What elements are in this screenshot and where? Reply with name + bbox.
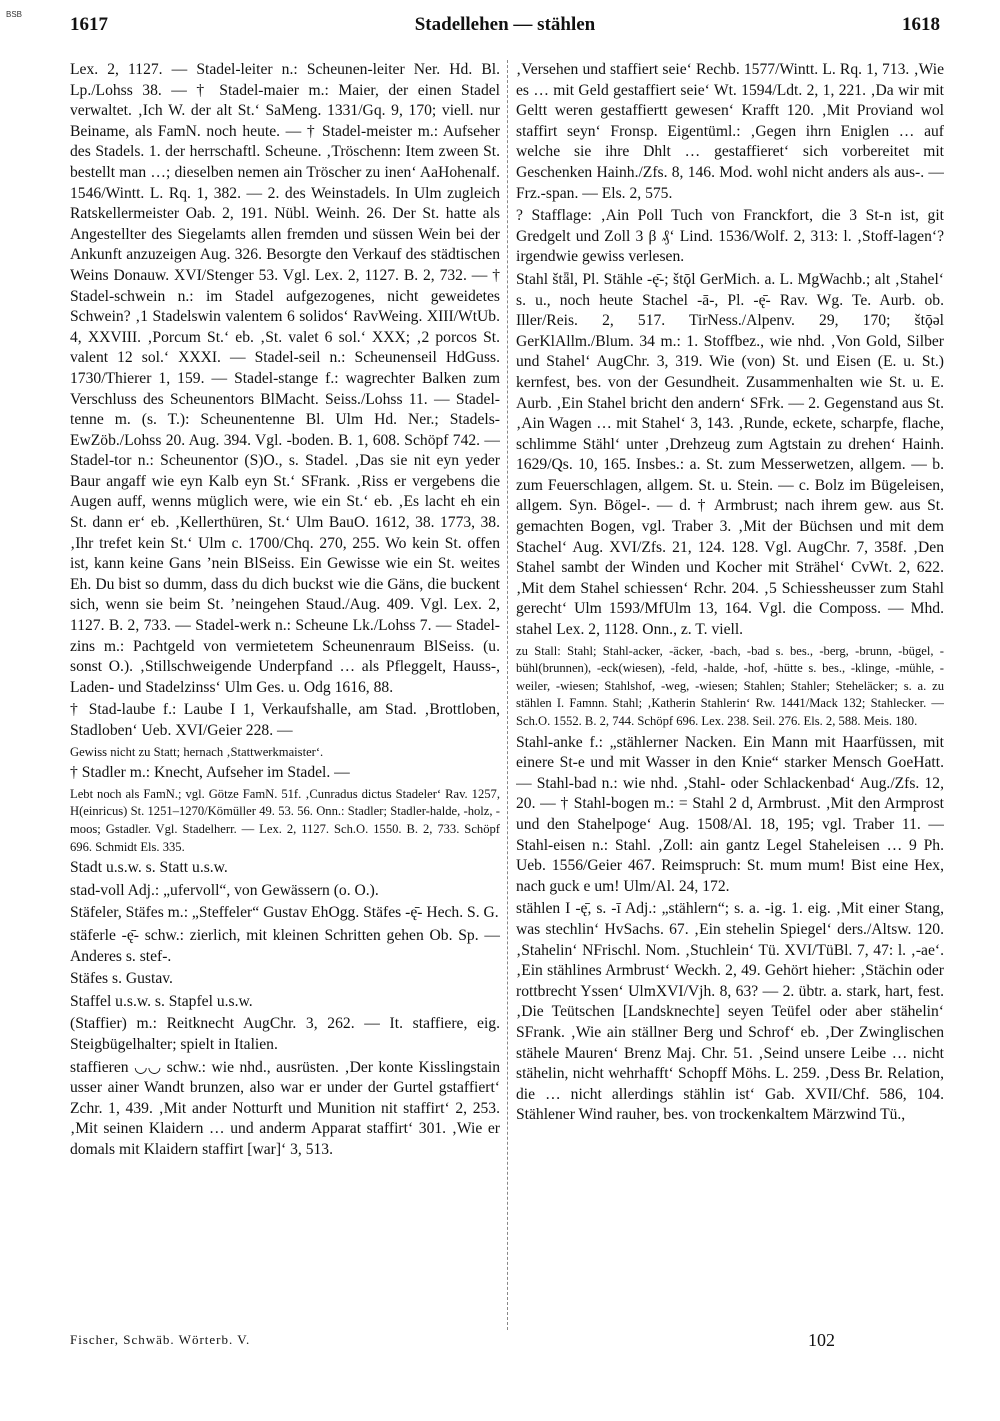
dictionary-entry: ‚Versehen und staffiert seie‘ Rechb. 1577/Wintt. L. Rq. 1, 713. ‚Wie es … mit Geld gestaffiert seie‘ Wt. 1594/Ldt. 2, 1, 221. ‚Da wir mit Geltt weren gestaffiertt gewesen‘ Krafft 120. ‚Mit Proviand wol staffirt seyn‘ Fronsp. Eigentüml.: ‚Gegen ihrn Eniglen … auf welche sie ihre Dhlt … gestaffieret‘ sich vorbereitet mit Geschenken Hainh./Zfs. 8, 146. Mod. wohl nicht anders als aus-. — Frz.-span. — Els. 2, 575.	[516, 61, 944, 202]
etymology-note: zu Stall: Stahl; Stahl-acker, -äcker, -bach, -bad s. bes., -berg, -brunn, -bügel, -bühl(brunnen), -eck(wiesen), -feld, -halde, -hof, -hütte s. bes., -klinge, -mühle, -weiler, -wiesen; Stahlshof, -weg, -wiesen; Stahlen; Stahler; Steheläcker; s. a. zu stählen I. Famnn. Stahl; ‚Katherin Stahlerin‘ Rw. 1441/Mack 132; Stahlecker. — Sch.O. 1552. B. 2, 744. Schöpf 696. Lex. 238. Seil. 276. Els. 2, 588. Meis. 180.	[516, 643, 944, 728]
page-number-left: 1617	[70, 14, 108, 35]
page-footer	[70, 1330, 940, 1354]
dictionary-entry: Stahl-anke f.: „stählerner Nacken. Ein Mann mit Haarfüssen, mit einere St-e und mit Wasser in den Knie“ starker Mensch GoeHatt. — Stahl-bad n.: wie nhd. ‚Stahl- oder Schlackenbad‘ Aug./Zfs. 12, 20. — † Stahl-bogen m.: = Stahl 2 d, Armbrust. ‚Mit den Armprost und den Stahelpoge‘ Aug. 1508/Al. 18, 195; vgl. Traber 11. — Stahl-eisen n.: Stahl. ‚Zoll: ain gantz Legel Staheleisen … 9 Ph. Ueb. 1556/Geier 467. Reimspruch: St. mum mum! Bist eine Hex, nach guck e um! Ulm/Al. 24, 172.	[516, 733, 944, 895]
etymology-note: Gewiss nicht zu Statt; hernach ‚Stattwerkmaister‘.	[70, 744, 324, 759]
running-title: Stadellehen — stählen	[414, 14, 596, 35]
signature-line: Fischer, Schwäb. Wörterb. V.	[70, 1332, 251, 1347]
page-number-right: 1618	[902, 14, 940, 35]
right-column	[516, 60, 944, 1330]
dictionary-entry: Stahl štǟl, Pl. Stähle -ę̄-; štǭl GerMich. a. L. MgWachb.; alt ‚Stahel‘ s. u., noch heute Stachel -ā-, Pl. -ę̄- Rav. Wg. Te. Aurb. ob. Iller/Reis. 2, 517. TirNess./Alpenv. 29, 170; štǭəl GerKlAllm./Blum. 34 m.: 1. Stoffbez., wie nhd. ‚Von Gold, Silber und Stahel‘ AugChr. 3, 319. Wie (von) St. und Eisen (E. u. St.) kernfest, bes. von der Gesundheit. Zusammenhalten wie St. u. E. Aurb. ‚Ein Stahel bricht den andern‘ SFrk. — 2. Gegenstand aus St. ‚Ain Wagen … mit Stahel‘ 3, 143. ‚Runde, eckete, scharpfe, flache, schlimme Stähl‘ unter ‚Drehzeug zum Agtstain zu drehen‘ Hainh. 1629/Qs. 10, 165. Insbes.: a. St. zum Messerwetzen, allgem. — b. zum Feuerschlagen, allgem. St. u. Stein. — c. Bolz im Bügeleisen, allgem. Syn. Bögel-. — d. † Armbrust; nach ihrem gew. aus St. gemachten Bogen, vgl. Traber 3. ‚Mit der Büchsen und mit dem Stachel‘ Aug. XVI/Zfs. 21, 124. 128. Vgl. AugChr. 7, 358f. ‚Den Stahel sambt der Winden und Kocher mit Strähel‘ CvWt. 2, 622. ‚Mit dem Stahel schiessen‘ Rchr. 204. ‚5 Schiessheusser zum Stahl gerecht‘ Ulm 1593/MfUlm 13, 164. Vgl. die Composs. — Mhd. stahel Lex. 2, 1128. Onn., z. T. viell.	[516, 270, 944, 639]
page-header	[70, 14, 940, 38]
dictionary-entry: ? Stafflage: ‚Ain Poll Tuch von Franckfort, die 3 St-n ist, git Gredgelt und Zoll 3 β ₰‘ Lind. 1536/Wolf. 2, 313: l. ‚Stoff-lagen‘? irgendwie gewiss verlesen.	[516, 207, 944, 266]
dictionary-entry: Staffel u.s.w. s. Stapfel u.s.w.	[70, 992, 253, 1010]
dictionary-entry: Stadt u.s.w. s. Statt u.s.w.	[70, 859, 228, 877]
dictionary-entry: Stäfeler, Stäfes m.: „Steffeler“ Gustav EhOgg. Stäfes -ę̄- Hech. S. G.	[70, 904, 499, 922]
library-stamp: BSB	[6, 10, 23, 19]
dictionary-entry: † Stad-laube f.: Laube I 1, Verkaufshalle, am Stad. ‚Brottloben, Stadloben‘ Ueb. XVI/Geier 228. —	[70, 701, 500, 739]
etymology-note: Lebt noch als FamN.; vgl. Götze FamN. 51f. ‚Cunradus dictus Stadeler‘ Rav. 1257, H(einricus) St. 1251–1270/Kömüller 49. 53. 56. Onn.: Stadler; Stadler-halde, -holz, -moos; Gstadler. Vgl. Stadelherr. — Lex. 2, 1127. Sch.O. 1550. B. 2, 733. Schöpf 696. Schmidt Els. 335.	[70, 786, 500, 854]
left-column	[70, 60, 500, 1330]
dictionary-entry: Stäfes s. Gustav.	[70, 970, 173, 988]
dictionary-entry: stählen I -ę̄, s. -ī Adj.: „stählern“; s. a. -ig. 1. eig. ‚Mit einer Stang, was stechlin‘ HvSachs. 67. ‚Ein stehelin Spiegel‘ ders./Altsw. 120. ‚Stahelin‘ NFrischl. Nom. ‚Stuchlein‘ Tü. XVI/TüBl. 7, 47: l. ‚-ae‘. ‚Ein stählines Armbrust‘ Weckh. 2, 49. Gehört hieher: ‚Stächin oder rottbrecht Yssen‘ UlmXVI/Vjh. 8, 63? — 2. übtr. a. stark, hart, fest. ‚Die Teütschen [Landsknechte] seyen Teüfel oder aber stähelin‘ SFrank. ‚Wie ain ställner Berg und Schrof‘ eb. ‚Der Zwinglischen stähele Mauren‘ Brenz Maj. Chr. 51. ‚Seind unsere Leibe … nicht stähelin, nicht wehrhafft‘ Schopff Möhs. L. 259. ‚Dess Br. Relation, die … nicht allerdings stählin ist‘ Gab. XVII/Chf. 586, 104. Stählener Wind rauher, bes. von trockenkaltem Märzwind Tü.,	[516, 900, 944, 1124]
column-divider	[507, 60, 508, 1330]
dictionary-entry: stäferle -ę̄- schw.: zierlich, mit kleinen Schritten gehen Ob. Sp. — Anderes s. stef-.	[70, 926, 500, 965]
dictionary-entry: Lex. 2, 1127. — Stadel-leiter n.: Scheunen-leiter Ner. Hd. Bl. Lp./Lohss 38. — † Stadel-maier m.: Maier, der einen Stadel verwaltet. ‚Ich W. der alt St.‘ SaMeng. 1331/Gq. 9, 170; viell. nur Beiname, als FamN. noch heute. — † Stadel-meister m.: Aufseher des Stadels. 1. der herrschaftl. Scheune. ‚Tröschenn: Item zween St. bestellt man …; dieselben nemen ain Tröscher zu inen‘ AaHohenalf. 1546/Wintt. L. Rq. 1, 382. — 2. des Weinstadels. In Ulm zugleich Ratskellermeister Oab. 2, 191. Nübl. Weinh. 26. Der St. hatte als Angestellter des Siegelamts allen fremden und süssen Wein bei der Ankunft anzuzeigen Aug. 326. Besorgte den Verkauf des städtischen Weins Donauw. XVI/Stenger 53. Vgl. Lex. 2, 1127. B. 2, 732. — † Stadel-schwein n.: im Stadel aufgezogenes, nicht geweidetes Schwein? ‚1 Stadelswin valentem 6 solidos‘ RavWeing. XIII/WtUb. 4, XXVIII. ‚Porcum St.‘ eb. ‚St. valet 6 sol.‘ XXX; ‚2 porcos St. valent 12 sol.‘ XXXI. — Stadel-seil n.: Scheunenseil HdGuss. 1730/Thierer 1, 159. — Stadel-stange f.: wagrechter Balken zum Verschluss des Scheunentors BlMacht. Seiss./Lohss 11. — Stadel-tenne m. (s. T.): Scheunentenne Bl. Ulm Hd. Ner.; Stadels-EwZöb./Lohss 20. Aug. 394. Vgl. -boden. B. 1, 608. Schöpf 742. — Stadel-tor n.: Scheunentor (S)O., s. Stadel. ‚Das sie nit eyn yeder Baur angaff wie eyn Kalb eyn St.‘ SFrank. ‚Riss er vergebens die Augen auff, wenns müglich were, wie ein St.‘ eb. ‚Es lacht eh ein St. dann er‘ eb. ‚Kellerthüren, St.‘ Ulm BauO. 1612, 38. 1773, 38. ‚Ihr trefet kein St.‘ Ulm c. 1700/Chq. 270, 255. Wo kein St. offen ist, kann keine Gans ’nein BlSeiss. Ein Gewisse wie ein St. weites Eh. Du bist so dumm, dass du dich buckst wie die Gäns, die buckent sich, wenn sie beim St. ’neingehen Staud./Aug. 409. Vgl. Lex. 2, 1127. B. 2, 733. — Stadel-werk n.: Scheune Lk./Lohss 7. — Stadel-zins m.: Pachtgeld von vermietetem Scheunenraum BlSeiss. (u. sonst O.). ‚Stillschweigende Underpfand … als Pfleggelt, Hauss-, Laden- und Stadelzinss‘ Ulm Ges. u. Odg 1616, 88.	[70, 61, 500, 696]
sheet-number: 102	[808, 1330, 835, 1350]
dictionary-entry: (Staffier) m.: Reitknecht AugChr. 3, 262. — It. staffiere, eig. Steigbügelhalter; spielt in Italien.	[70, 1015, 500, 1053]
dictionary-entry: stad-voll Adj.: „ufervoll“, von Gewässern (o. O.).	[70, 881, 379, 899]
dictionary-entry: staffieren ◡◡ schw.: wie nhd., ausrüsten. ‚Der konte Kisslingstain usser ainer Wandt brunzen, also war er under der Gurtel gstaffiert‘ Zchr. 1, 439. ‚Mit ander Notturft und Munition nit staffirt‘ 2, 253. ‚Mit seinen Klaidern … und anderm Apparat staffirt‘ 301. ‚Wie er domals mit Klaidern staffirt [war]‘ 3, 513.	[70, 1058, 500, 1158]
dictionary-entry: † Stadler m.: Knecht, Aufseher im Stadel. —	[70, 764, 350, 782]
